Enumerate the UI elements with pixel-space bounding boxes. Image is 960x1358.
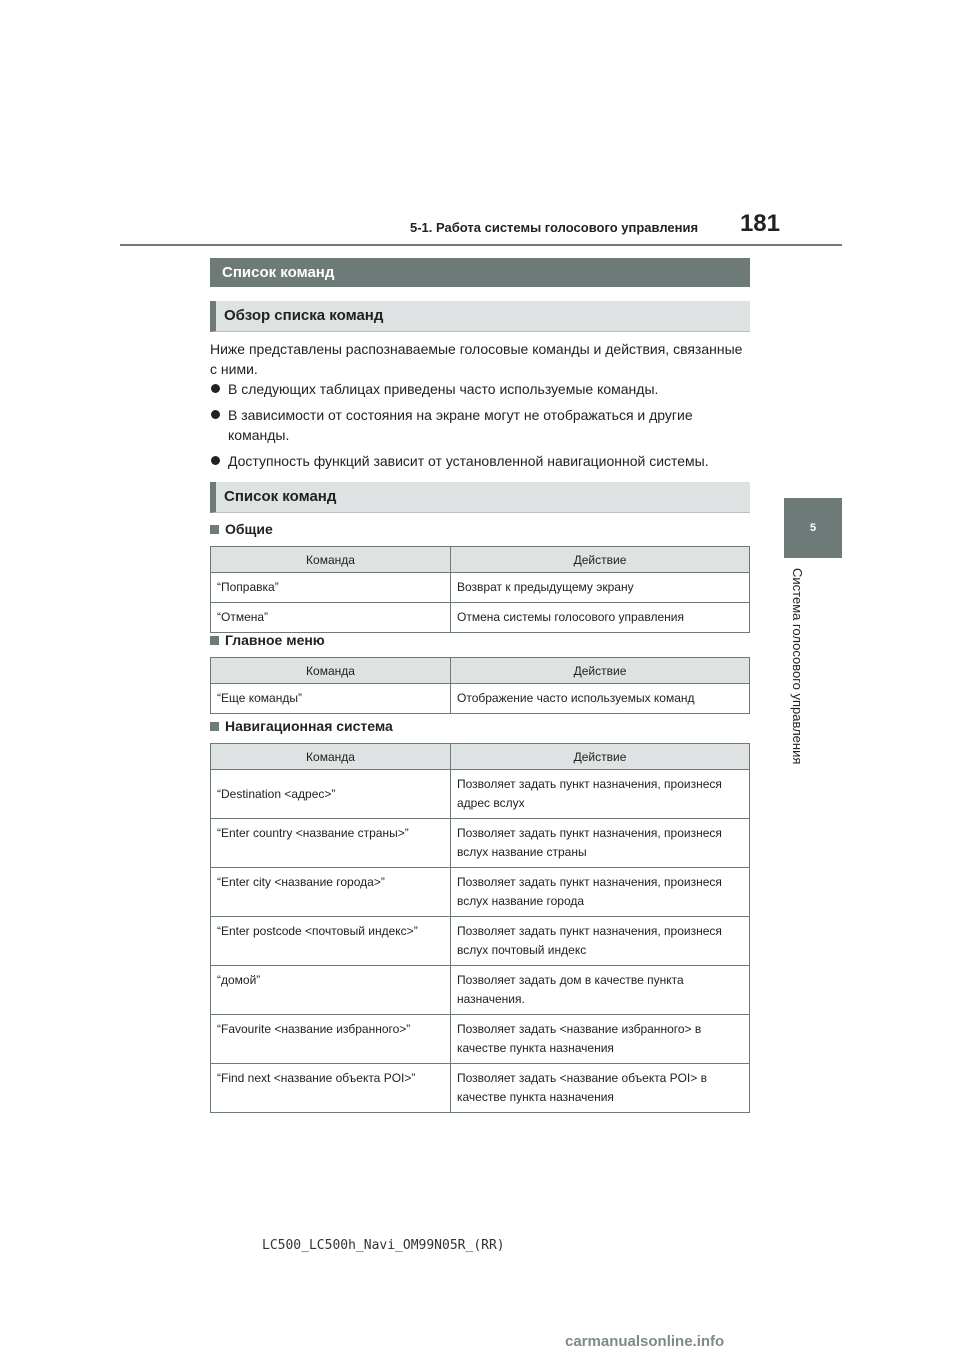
table-row [211,868,750,917]
action-cell: Возврат к предыдущему экрану [451,573,750,603]
bullet-item: Доступность функций зависит от установленной навигационной системы. [210,451,750,471]
section-title: Список команд [210,258,750,287]
table-header-row [211,744,750,770]
general-title: Общие [225,521,273,537]
navigation-subheading [210,718,393,734]
chapter-title: 5-1. Работа системы голосового управления [410,220,699,235]
action-cell: Позволяет задать пункт назначения, произнеся вслух название страны [451,819,750,868]
action-cell: Позволяет задать пункт назначения, произнеся адрес вслух [451,770,750,819]
document-code: LC500_LC500h_Navi_OM99N05R_(RR) [262,1238,505,1253]
square-bullet-icon [210,722,219,731]
watermark: carmanualsonline.info [565,1333,725,1350]
action-cell: Позволяет задать пункт назначения, произнеся вслух название города [451,868,750,917]
command-list-heading: Список команд [210,482,750,513]
action-cell: Позволяет задать <название объекта POI> в качестве пункта назначения [451,1064,750,1113]
command-cell: “Еще команды” [211,684,451,714]
table-row [211,684,750,714]
table-row [211,917,750,966]
general-subheading [210,521,273,537]
action-cell: Позволяет задать <название избранного> в качестве пункта назначения [451,1015,750,1064]
chapter-side-label: Система голосового управления [790,568,805,765]
header-divider [120,244,842,246]
command-cell: “Поправка” [211,573,451,603]
command-cell: “Find next <название объекта POI>” [211,1064,451,1113]
table-row [211,573,750,603]
table-row [211,966,750,1015]
table-header-row [211,547,750,573]
command-cell: “Destination <адрес>” [211,770,451,819]
overview-heading: Обзор списка команд [210,301,750,332]
table-header-row [211,658,750,684]
table-row [211,603,750,633]
main-menu-title: Главное меню [225,632,325,648]
column-header-action: Действие [451,744,750,770]
bullet-list [210,379,750,477]
command-cell: “Enter country <название страны>” [211,819,451,868]
command-cell: “Enter postcode <почтовый индекс>” [211,917,451,966]
column-header-command: Команда [211,744,451,770]
column-header-command: Команда [211,547,451,573]
bullet-item: В зависимости от состояния на экране могут не отображаться и другие команды. [210,405,750,445]
chapter-tab: 5 [784,498,842,558]
page-number: 181 [739,210,780,237]
square-bullet-icon [210,636,219,645]
bullet-item: В следующих таблицах приведены часто используемые команды. [210,379,750,399]
column-header-command: Команда [211,658,451,684]
intro-paragraph: Ниже представлены распознаваемые голосовые команды и действия, связанные с ними. [210,341,743,377]
main-menu-table [210,657,750,714]
action-cell: Позволяет задать пункт назначения, произнеся вслух почтовый индекс [451,917,750,966]
action-cell: Позволяет задать дом в качестве пункта назначения. [451,966,750,1015]
table-row [211,1064,750,1113]
column-header-action: Действие [451,658,750,684]
command-cell: “Enter city <название города>” [211,868,451,917]
general-table [210,546,750,633]
navigation-title: Навигационная система [225,718,393,734]
command-cell: “домой” [211,966,451,1015]
command-cell: “Отмена” [211,603,451,633]
action-cell: Отмена системы голосового управления [451,603,750,633]
column-header-action: Действие [451,547,750,573]
square-bullet-icon [210,525,219,534]
table-row [211,770,750,819]
table-row [211,819,750,868]
table-row [211,1015,750,1064]
command-cell: “Favourite <название избранного>” [211,1015,451,1064]
navigation-table [210,743,750,1113]
main-menu-subheading [210,632,325,648]
action-cell: Отображение часто используемых команд [451,684,750,714]
